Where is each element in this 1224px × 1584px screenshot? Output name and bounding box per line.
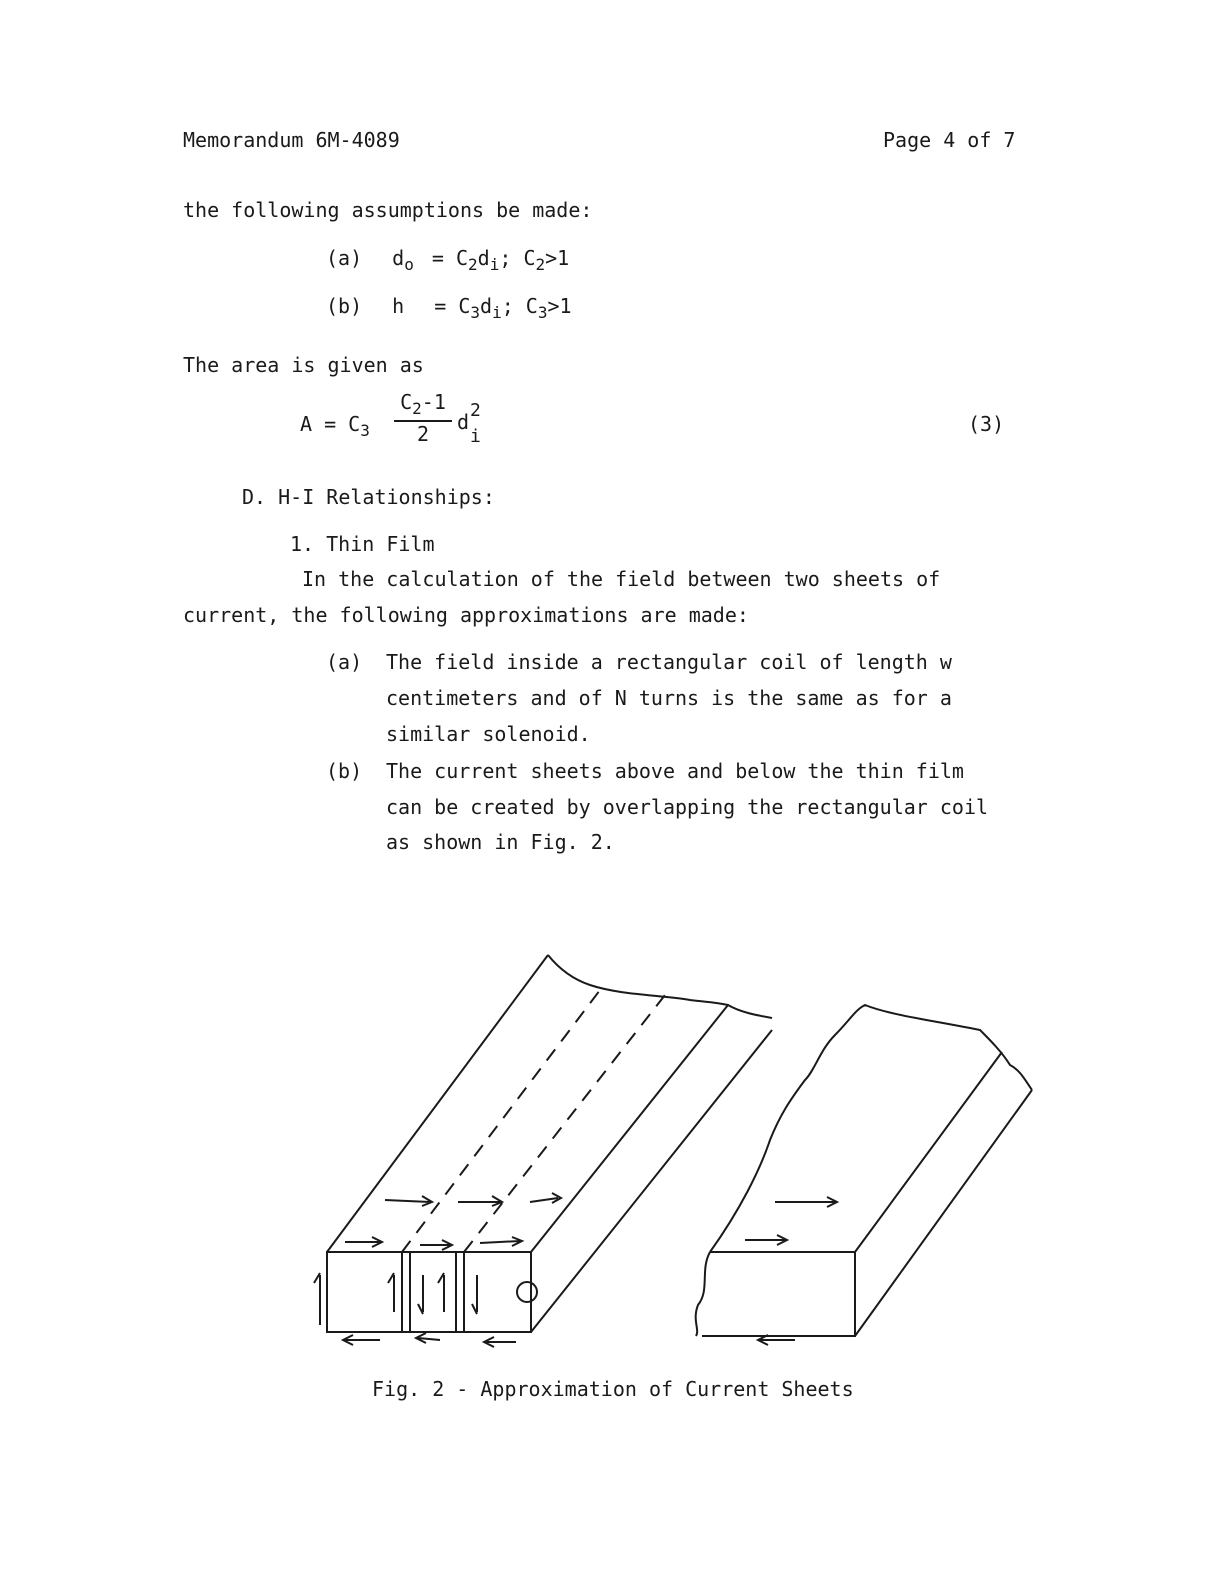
current-arrow-icon [343, 1335, 380, 1345]
paragraph-line: In the calculation of the field between two sheets of [302, 567, 941, 591]
memo-number: Memorandum 6M-4089 [183, 128, 400, 152]
torn-edge [710, 1005, 1032, 1252]
right-bar-edge [855, 1090, 1032, 1336]
approx-line: similar solenoid. [386, 722, 591, 746]
left-bar-front-face [327, 1252, 531, 1332]
hidden-edge-dashed [402, 990, 600, 1252]
paragraph-line: current, the following approximations are made: [183, 603, 749, 627]
current-arrow-icon [484, 1337, 516, 1347]
current-arrow-icon [314, 1273, 320, 1325]
figure-caption: Fig. 2 - Approximation of Current Sheets [372, 1377, 854, 1401]
left-bar-edge [531, 1030, 772, 1332]
area-equation-lhs: $A = C_3$ [300, 412, 370, 440]
approx-line: The current sheets above and below the thin film [386, 759, 964, 783]
section-heading: D. H-I Relationships: [242, 485, 495, 509]
left-bar-edge [327, 955, 548, 1252]
current-arrow-icon [472, 1275, 477, 1314]
assumption-label: (b) [326, 294, 363, 318]
fraction-denominator: 2 [416, 422, 430, 446]
fraction-numerator: $C_2-1$ [400, 390, 446, 418]
approx-label-b: (b) [326, 759, 363, 783]
approx-label-a: (a) [326, 650, 363, 674]
current-arrow-icon [420, 1240, 452, 1250]
field-symbol-icon [517, 1282, 537, 1302]
current-arrow-icon [418, 1275, 423, 1314]
assumption-a: (a) $d_o = C_2d_i$; $C_2>1$ [326, 246, 570, 274]
current-arrow-icon [458, 1196, 502, 1206]
right-bar-front-face [702, 1252, 855, 1336]
current-arrow-icon [480, 1237, 522, 1246]
intro-text: the following assumptions be made: [183, 198, 593, 222]
current-arrow-icon [438, 1273, 444, 1312]
page-number: Page 4 of 7 [883, 128, 1016, 152]
figure-current-sheets [290, 940, 1050, 1360]
approx-line: as shown in Fig. 2. [386, 830, 615, 854]
current-arrow-icon [530, 1193, 561, 1203]
current-arrow-icon [385, 1196, 432, 1206]
area-intro: The area is given as [183, 353, 424, 377]
current-arrow-icon [345, 1237, 382, 1247]
approx-line: centimeters and of N turns is the same as for a [386, 686, 952, 710]
right-bar-edge [855, 1052, 1002, 1252]
area-variable: d 2 i [457, 400, 481, 447]
current-arrow-icon [416, 1333, 440, 1343]
approx-line: can be created by overlapping the rectangular coil [386, 795, 989, 819]
assumption-b: (b) $h = C_3d_i$; $C_3>1$ [326, 294, 572, 322]
current-arrow-icon [745, 1235, 787, 1245]
torn-edge [548, 955, 772, 1018]
subsection-heading: 1. Thin Film [290, 532, 435, 556]
torn-edge [696, 1252, 710, 1336]
equation-number: (3) [968, 412, 1005, 436]
approx-line: The field inside a rectangular coil of length w [386, 650, 952, 674]
assumption-label: (a) [326, 246, 363, 270]
current-arrow-icon [775, 1197, 837, 1207]
area-fraction [394, 390, 452, 446]
hidden-edge-dashed [464, 995, 665, 1252]
current-arrow-icon [388, 1273, 394, 1312]
